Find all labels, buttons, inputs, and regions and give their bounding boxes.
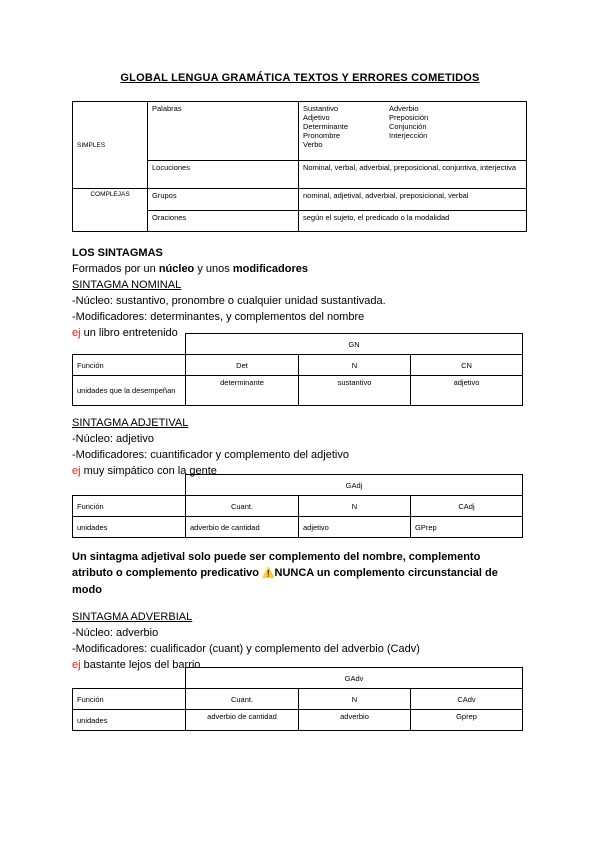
adverbial-table [72,667,523,731]
adjetival-note [72,549,502,598]
oraciones-cell: Oraciones [148,211,299,232]
adjetival-heading: SINTAGMA ADJETIVAL [72,417,189,429]
intro-text: y unos [194,263,233,275]
sintagmas-intro [72,261,386,277]
word-type: Adverbio [389,104,419,113]
complejas-cell [73,189,148,232]
unit-cell: adverbio [299,710,411,731]
unit-cell: unidades [73,517,186,538]
function-cell: CAdv [411,689,523,710]
ej-label: ej [72,465,81,477]
sintagmas-heading: LOS SINTAGMAS [72,247,163,259]
empty-cell [73,334,186,355]
example-text: muy simpático con la gente [80,465,217,477]
group-header: GAdv [186,668,523,689]
intro-nucleo: núcleo [158,263,195,275]
unit-cell: GPrep [411,517,523,538]
word-list-col1 [303,104,389,149]
palabras-cell: Palabras [148,102,299,161]
oraciones-value: según el sujeto, el predicado o la modalidad [299,211,527,232]
unit-cell: sustantivo [299,376,411,406]
nominal-table [72,333,523,406]
empty-cell [73,668,186,689]
locuciones-cell: Locuciones [148,161,299,189]
function-cell: N [299,355,411,376]
function-cell: Función [73,496,186,517]
word-type: Conjunción [389,122,427,131]
group-header: GAdj [186,475,523,496]
word-type: Verbo [303,140,323,149]
unit-cell: adverbio de cantidad [186,517,299,538]
function-cell: Función [73,689,186,710]
unit-cell: Gprep [411,710,523,731]
function-cell: Función [73,355,186,376]
word-type: Sustantivo [303,104,339,113]
adverbial-nucleo: -Núcleo: adverbio [72,627,159,639]
ej-label: ej [72,327,81,339]
intro-modificadores: modificadores [232,263,308,275]
locuciones-value: Nominal, verbal, adverbial, preposicional, conjuntiva, interjectiva [299,161,527,189]
function-cell: N [299,689,411,710]
adverbial-mods: -Modificadores: cualificador (cuant) y complemento del adverbio (Cadv) [72,643,420,655]
simples-cell: SIMPLES [73,102,148,189]
example-text: bastante lejos del barrio [80,659,201,671]
document-title: GLOBAL LENGUA GRAMÁTICA TEXTOS Y ERRORES COMETIDOS [120,72,480,84]
function-cell: N [299,496,411,517]
unit-cell: unidades [73,710,186,731]
unit-cell: determinante [186,376,299,406]
function-cell: Det [186,355,299,376]
function-cell: Cuant. [186,496,299,517]
sintagmas-section [72,245,386,341]
grupos-cell: Grupos [148,189,299,211]
unit-cell: adjetivo [411,376,523,406]
word-type: Determinante [303,122,349,131]
word-type: Interjección [389,131,428,140]
adjetival-section [72,415,349,479]
word-types-table [72,101,527,232]
palabras-list [299,102,527,161]
warning-icon: ⚠️ [262,568,275,579]
word-list-col2 [389,104,479,149]
function-cell: CAdj [411,496,523,517]
function-cell: Cuant. [186,689,299,710]
grupos-value: nominal, adjetival, adverbial, preposicional, verbal [299,189,527,211]
nominal-mods: -Modificadores: determinantes, y complementos del nombre [72,311,365,323]
nominal-nucleo: -Núcleo: sustantivo, pronombre o cualquier unidad sustantivada. [72,295,386,307]
adjetival-table [72,474,523,538]
unit-cell: unidades que la desempeñan [73,376,186,406]
adjetival-nucleo: -Núcleo: adjetivo [72,433,154,445]
complejas-label: COMPLEJAS [90,191,130,198]
word-type: Pronombre [303,131,341,140]
word-type: Adjetivo [303,113,330,122]
nominal-heading: SINTAGMA NOMINAL [72,279,182,291]
adverbial-heading: SINTAGMA ADVERBIAL [72,611,193,623]
note-text: NUNCA un complemento circunstancial de modo [72,567,498,596]
intro-text: Formados por un [72,263,159,275]
function-cell: CN [411,355,523,376]
group-header: GN [186,334,523,355]
adverbial-section [72,609,420,673]
word-type: Preposición [389,113,429,122]
ej-label: ej [72,659,81,671]
unit-cell: adverbio de cantidad [186,710,299,731]
example-text: un libro entretenido [80,327,178,339]
adjetival-mods: -Modificadores: cuantificador y complemento del adjetivo [72,449,349,461]
empty-cell [73,475,186,496]
note-text: Un sintagma adjetival solo puede ser complemento del nombre, complemento atributo o complemento predicativo [72,551,481,579]
unit-cell: adjetivo [299,517,411,538]
